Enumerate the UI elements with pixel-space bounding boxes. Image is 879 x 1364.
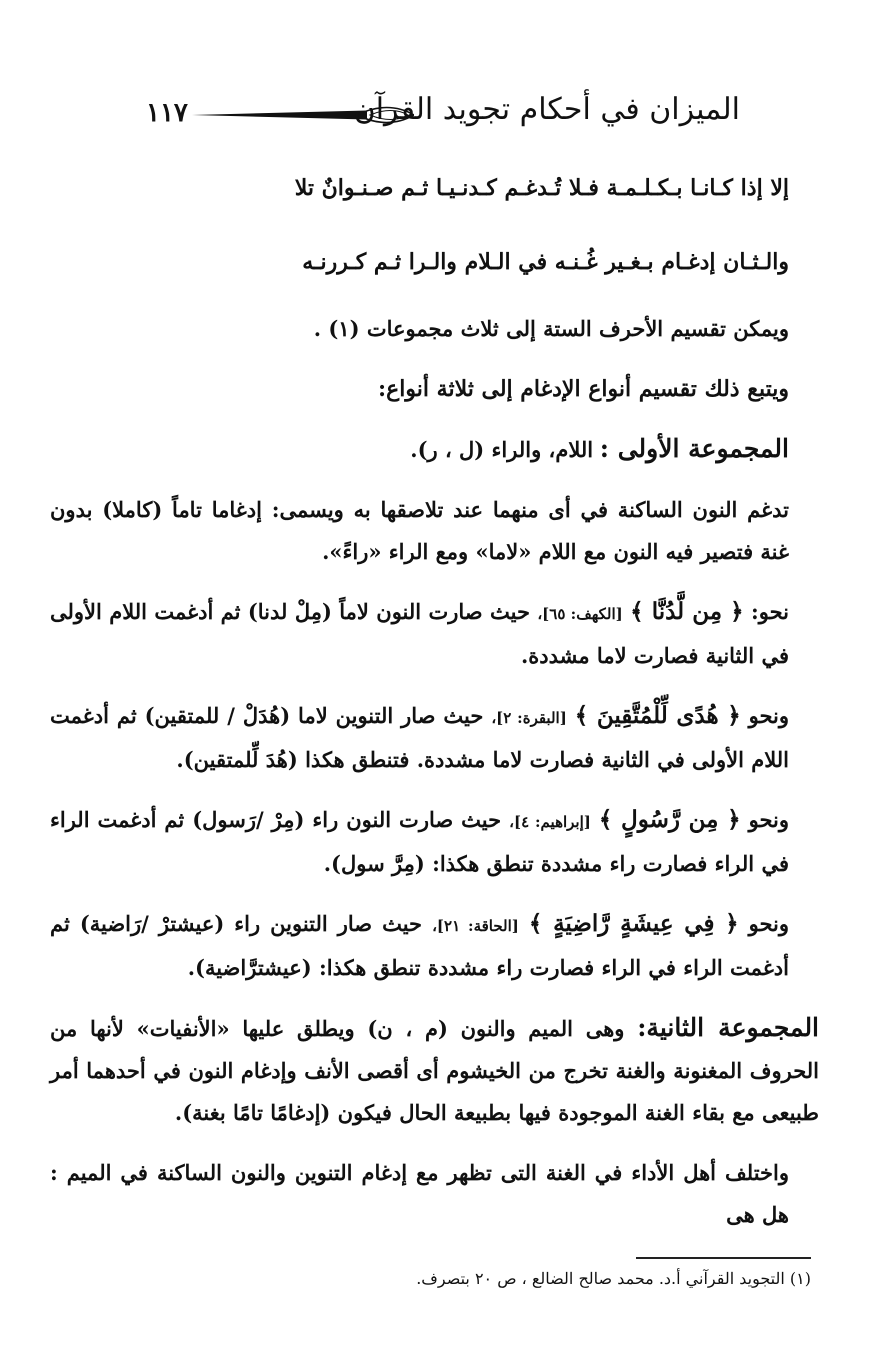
example-1-text: حيث صارت النون لاماً (مِلْ لدنا) ثم أدغمت اللام الأولى في الثانية فصارت لاما مشددة. [50,599,789,668]
example-4-ref: [الحاقة: ٢١]، [432,917,519,935]
example-3-verse: ﴿ مِن رَّسُولٍ ﴾ [598,806,741,833]
group1-heading [50,428,819,471]
footnote: (١) التجويد القرآني أ.د. محمد صالح الضالع ، ص ٢٠ بتصرف. [416,1269,811,1288]
example-2-text: حيث صار التنوين لاما (هُدَلْ / للمتقين) ثم أدغمت اللام الأولى في الثانية فصارت لاما مشددة. فتنطق هكذا (هُدَ لِّلمتقين). [50,703,789,772]
group1-title: المجموعة الأولى : [599,434,789,463]
example-3-prefix: ونحو [748,807,790,832]
intro-text: ويمكن تقسيم الأحرف الستة إلى ثلاث مجموعات [366,316,789,341]
types-heading: ويتبع ذلك تقسيم أنواع الإدغام إلى ثلاثة أنواع: [378,376,789,402]
body-text [50,160,819,1254]
group1-paragraph: تدغم النون الساكنة في أى منهما عند تلاصقها به ويسمى: إدغاما تاماً (كاملا) بدون غنة فتصير فيه النون مع اللام «لاما» ومع الراء «راءً». [50,497,789,564]
example-2-prefix: ونحو [748,703,790,728]
example-2-verse: ﴿ هُدًى لِّلْمُتَّقِينَ ﴾ [574,702,741,729]
group2-text: وهى الميم والنون (م ، ن) ويطلق عليها «الأنفيات» لأنها من الحروف المغنونة والغنة تخرج من الخيشوم أى أقصى الأنف وإدغام النون في أحدهما أمر طبيعى مع بقاء الغنة الموجودة فيها بطبيعة الحال فيكون (إدغامًا تامًا بغنة). [50,1016,819,1125]
example-2 [50,695,819,781]
example-1-verse: ﴿ مِن لَّدُنَّا ﴾ [630,598,744,625]
poem-line-1: إلا إذا كـانـا بـكـلـمـة فـلا تُـدغـم كـدنـيـا ثـم صـنـوانٌ تلا [294,175,789,201]
example-3 [50,799,819,885]
page-number: ١١٧ [146,98,188,128]
example-1-ref: [الكهف: ٦٥]، [537,605,623,623]
example-4-prefix: ونحو [748,911,790,936]
book-title: الميزان في أحكام تجويد القرآن [353,92,740,127]
last-paragraph: واختلف أهل الأداء في الغنة التى تظهر مع إدغام التنوين والنون الساكنة في الميم : هل هى [50,1160,789,1227]
example-1 [50,591,819,677]
example-3-text: حيث صارت النون راء (مِرْ /رَسول) ثم أدغمت الراء في الراء فصارت راء مشددة تنطق هكذا: (مِرَّ سول). [50,807,789,876]
example-4-verse: ﴿ فِي عِيشَةٍ رَّاضِيَةٍ ﴾ [528,910,739,937]
page-header [140,92,740,142]
poem-line-2: والـثـان إدغـام بـغـير غُـنـه في الـلام والـرا ثـم كـررنـه [302,249,789,275]
group2-paragraph [50,1007,819,1134]
example-2-ref: [البقرة: ٢]، [491,709,567,727]
example-4-text: حيث صار التنوين راء (عيشترْ /رَاضية) ثم أدغمت الراء في الراء فصارت راء مشددة تنطق هكذا: (عيشترَّاضية). [50,911,789,980]
intro-paragraph [50,308,819,350]
group1-subtitle: اللام، والراء (ل ، ر). [410,437,594,462]
example-4 [50,903,819,989]
footnote-divider [636,1257,811,1259]
footnote-marker: (١) . [313,316,360,341]
example-1-prefix: نحو: [751,599,790,624]
group2-title: المجموعة الثانية: [637,1013,820,1042]
example-3-ref: [إبراهيم: ٤]، [509,813,591,831]
